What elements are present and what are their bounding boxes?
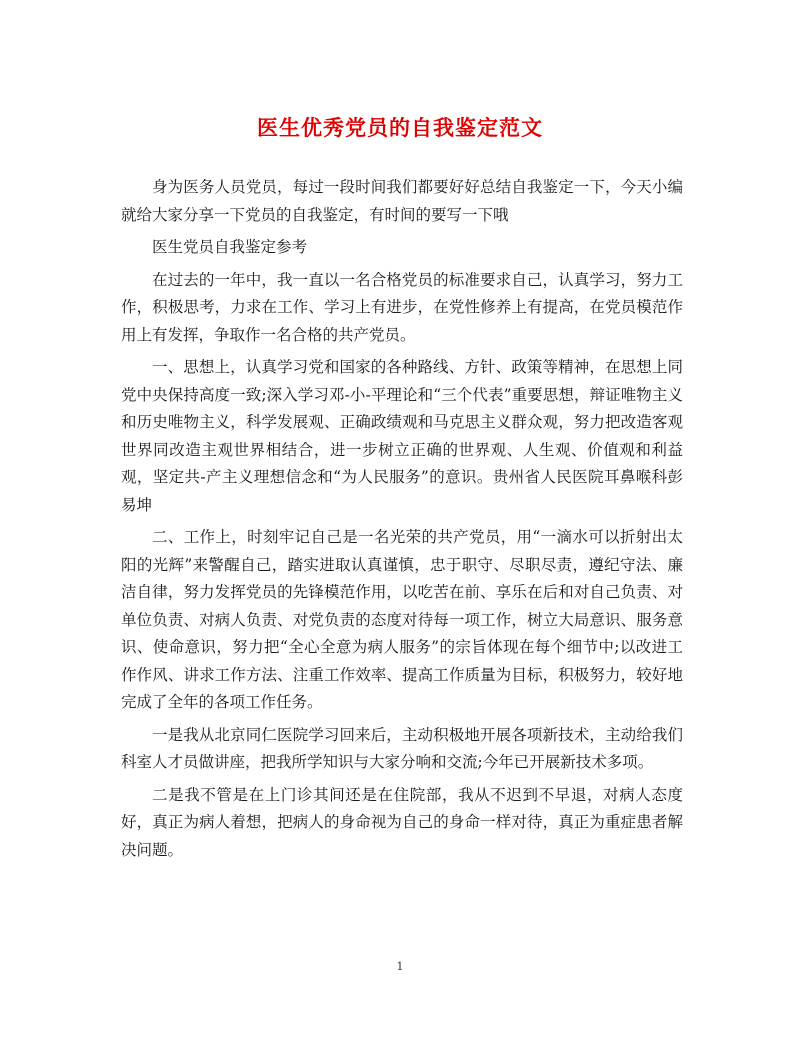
paragraph-ideology: 一、思想上，认真学习党和国家的各种路线、方针、政策等精神，在思想上同党中央保持高度一致;深入学习邓-小-平理论和“三个代表”重要思想，辩证唯物主义和历史唯物主义，科学发展观、正确政绩观和马克思主义群众观，努力把改造客观世界同改造主观世界相结合，进一步树立正确的世界观、人生观、价值观和利益观，坚定共-产主义理想信念和“为人民服务”的意识。贵州省人民医院耳鼻喉科彭易坤 — [121, 358, 683, 514]
paragraph-point-one: 一是我从北京同仁医院学习回来后，主动积极地开展各项新技术，主动给我们科室人才员做讲座，把我所学知识与大家分响和交流;今年已开展新技术多项。 — [121, 725, 683, 771]
paragraph-work: 二、工作上，时刻牢记自己是一名光荣的共产党员，用“一滴水可以折射出太阳的光辉”来警醒自己，踏实进取认真谨慎，忠于职守、尽职尽责，遵纪守法、廉洁自律，努力发挥党员的先锋模范作用，以吃苦在前、享乐在后和对自己负责、对单位负责、对病人负责、对党负责的态度对待每一项工作，树立大局意识、服务意识、使命意识，努力把“全心全意为病人服务”的宗旨体现在每个细节中;以改进工作作风、讲求工作方法、注重工作效率、提高工作质量为目标，积极努力，较好地完成了全年的各项工作任务。 — [121, 528, 683, 711]
paragraph-intro: 身为医务人员党员，每过一段时间我们都要好好总结自我鉴定一下，今天小编就给大家分享一下党员的自我鉴定，有时间的要写一下哦 — [121, 178, 683, 224]
paragraph-subheading: 医生党员自我鉴定参考 — [152, 238, 308, 256]
paragraph-overview: 在过去的一年中，我一直以一名合格党员的标准要求自己，认真学习，努力工作，积极思考，力求在工作、学习上有进步，在党性修养上有提高，在党员模范作用上有发挥，争取作一名合格的共产党员。 — [121, 270, 683, 344]
document-title: 医生优秀党员的自我鉴定范文 — [257, 115, 543, 140]
document-body — [121, 174, 683, 869]
page-number: 1 — [396, 960, 404, 973]
paragraph-point-two: 二是我不管是在上门诊其间还是在住院部，我从不迟到不早退，对病人态度好，真正为病人着想，把病人的身命视为自己的身命一样对待，真正为重症患者解决问题。 — [121, 785, 683, 859]
